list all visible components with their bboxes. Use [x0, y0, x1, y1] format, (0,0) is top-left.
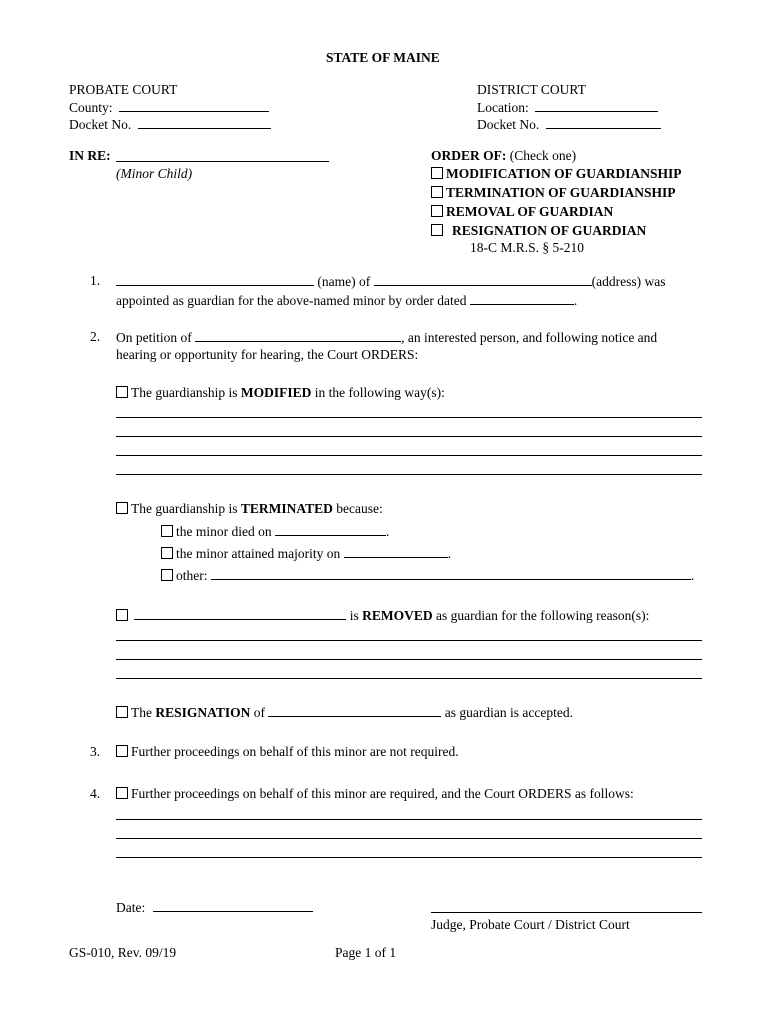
minor-died-period: . — [385, 524, 390, 539]
modified-option[interactable] — [116, 385, 445, 401]
resignation-mid: of — [253, 705, 266, 720]
modified-line-1[interactable] — [116, 417, 702, 418]
date-row — [116, 899, 313, 916]
location-field[interactable] — [535, 99, 658, 112]
checkbox-minor-died[interactable] — [161, 525, 173, 537]
checkbox-modification[interactable] — [431, 167, 443, 179]
removed-bold: REMOVED — [362, 608, 433, 623]
probate-county-row — [69, 99, 269, 116]
order-option-resignation[interactable] — [431, 223, 646, 239]
form-number: GS-010, Rev. 09/19 — [69, 945, 177, 960]
item-3-text: Further proceedings on behalf of this minor are not required. — [131, 744, 459, 759]
removed-post: as guardian for the following reason(s): — [436, 608, 650, 623]
other-period: . — [690, 568, 695, 583]
checkbox-termination[interactable] — [431, 186, 443, 198]
orders-line-1[interactable] — [116, 819, 702, 820]
item-1-period: . — [573, 293, 578, 308]
removed-line-2[interactable] — [116, 659, 702, 660]
address-was-label: (address) was — [591, 274, 666, 289]
order-date-field[interactable] — [470, 292, 574, 305]
modified-post: in the following way(s): — [314, 385, 445, 400]
terminated-bold: TERMINATED — [240, 501, 333, 516]
district-docket-label: Docket No. — [477, 117, 540, 132]
judge-signature-line[interactable] — [431, 912, 702, 913]
county-field[interactable] — [119, 99, 269, 112]
item-2-line1 — [116, 329, 657, 346]
checkbox-majority[interactable] — [161, 547, 173, 559]
orders-line-2[interactable] — [116, 838, 702, 839]
option-removal-label: REMOVAL OF GUARDIAN — [446, 204, 614, 219]
district-location-row — [477, 99, 658, 116]
district-docket-field[interactable] — [546, 116, 661, 129]
minor-died-option[interactable] — [161, 523, 389, 540]
order-option-modification[interactable] — [431, 166, 682, 182]
modified-pre: The guardianship is — [131, 385, 238, 400]
item-1-line2 — [116, 292, 577, 309]
checkbox-removal[interactable] — [431, 205, 443, 217]
item-2-line2: hearing or opportunity for hearing, the Court ORDERS: — [116, 347, 419, 362]
in-re-label: IN RE: — [69, 148, 111, 163]
order-option-removal[interactable] — [431, 204, 613, 220]
probate-court-heading: PROBATE COURT — [69, 82, 178, 97]
removed-line-1[interactable] — [116, 640, 702, 641]
order-of-label: ORDER OF: — [431, 148, 507, 163]
order-of-heading — [431, 148, 576, 164]
item-3-option[interactable] — [116, 744, 459, 760]
appointed-text: appointed as guardian for the above-named minor by order dated — [116, 293, 467, 308]
item-1-number: 1. — [90, 273, 101, 288]
date-field[interactable] — [153, 899, 313, 912]
probate-docket-label: Docket No. — [69, 117, 132, 132]
county-label: County: — [69, 100, 113, 115]
checkbox-resignation-accepted[interactable] — [116, 706, 128, 718]
district-docket-row — [477, 116, 661, 133]
terminated-pre: The guardianship is — [131, 501, 238, 516]
option-termination-label: TERMINATION OF GUARDIANSHIP — [446, 185, 676, 200]
checkbox-modified[interactable] — [116, 386, 128, 398]
location-label: Location: — [477, 100, 529, 115]
probate-docket-row — [69, 116, 271, 133]
guardian-address-field[interactable] — [374, 273, 592, 286]
checkbox-not-required[interactable] — [116, 745, 128, 757]
item-2-number: 2. — [90, 329, 101, 344]
removed-guardian-field[interactable] — [134, 607, 346, 620]
other-label: other: — [176, 568, 208, 583]
terminated-option[interactable] — [116, 501, 383, 517]
removed-line-3[interactable] — [116, 678, 702, 679]
resigning-guardian-field[interactable] — [268, 704, 441, 717]
modified-line-4[interactable] — [116, 474, 702, 475]
minor-child-caption: (Minor Child) — [116, 166, 193, 181]
terminated-post: because: — [336, 501, 383, 516]
majority-date-field[interactable] — [344, 545, 448, 558]
order-option-termination[interactable] — [431, 185, 676, 201]
order-of-hint: (Check one) — [509, 148, 577, 163]
item-4-text: Further proceedings on behalf of this minor are required, and the Court ORDERS as follows: — [131, 786, 634, 801]
item-3-number: 3. — [90, 744, 101, 759]
item-4-option[interactable] — [116, 786, 634, 802]
other-option[interactable] — [161, 567, 694, 584]
form-title: STATE OF MAINE — [326, 50, 440, 65]
checkbox-other[interactable] — [161, 569, 173, 581]
majority-label: the minor attained majority on — [176, 546, 341, 561]
resignation-option[interactable] — [116, 704, 573, 721]
interested-person-text: , an interested person, and following notice and — [401, 330, 658, 345]
removed-option[interactable] — [116, 607, 649, 624]
checkbox-resignation[interactable] — [431, 224, 443, 236]
probate-docket-field[interactable] — [138, 116, 271, 129]
page-number: Page 1 of 1 — [335, 945, 397, 960]
guardian-name-field[interactable] — [116, 273, 314, 286]
modified-line-2[interactable] — [116, 436, 702, 437]
resignation-pre: The — [131, 705, 152, 720]
name-of-label: (name) of — [317, 274, 371, 289]
orders-line-3[interactable] — [116, 857, 702, 858]
statute-reference: 18-C M.R.S. § 5-210 — [470, 240, 585, 255]
death-date-field[interactable] — [275, 523, 386, 536]
modified-line-3[interactable] — [116, 455, 702, 456]
checkbox-removed[interactable] — [116, 609, 128, 621]
petitioner-field[interactable] — [195, 329, 401, 342]
judge-caption: Judge, Probate Court / District Court — [431, 917, 630, 932]
checkbox-terminated[interactable] — [116, 502, 128, 514]
minor-child-name-field[interactable] — [116, 148, 329, 162]
majority-option[interactable] — [161, 545, 451, 562]
checkbox-required[interactable] — [116, 787, 128, 799]
removed-pre: is — [349, 608, 359, 623]
modified-bold: MODIFIED — [240, 385, 312, 400]
minor-died-label: the minor died on — [176, 524, 272, 539]
majority-period: . — [447, 546, 451, 561]
other-reason-field[interactable] — [211, 567, 691, 580]
option-resignation-label: RESIGNATION OF GUARDIAN — [452, 223, 647, 238]
resignation-bold: RESIGNATION — [155, 705, 251, 720]
date-label: Date: — [116, 900, 146, 915]
resignation-post: as guardian is accepted. — [444, 705, 573, 720]
item-4-number: 4. — [90, 786, 101, 801]
district-court-heading: DISTRICT COURT — [477, 82, 586, 97]
option-modification-label: MODIFICATION OF GUARDIANSHIP — [446, 166, 682, 181]
on-petition-label: On petition of — [116, 330, 192, 345]
item-1-line1 — [116, 273, 665, 290]
